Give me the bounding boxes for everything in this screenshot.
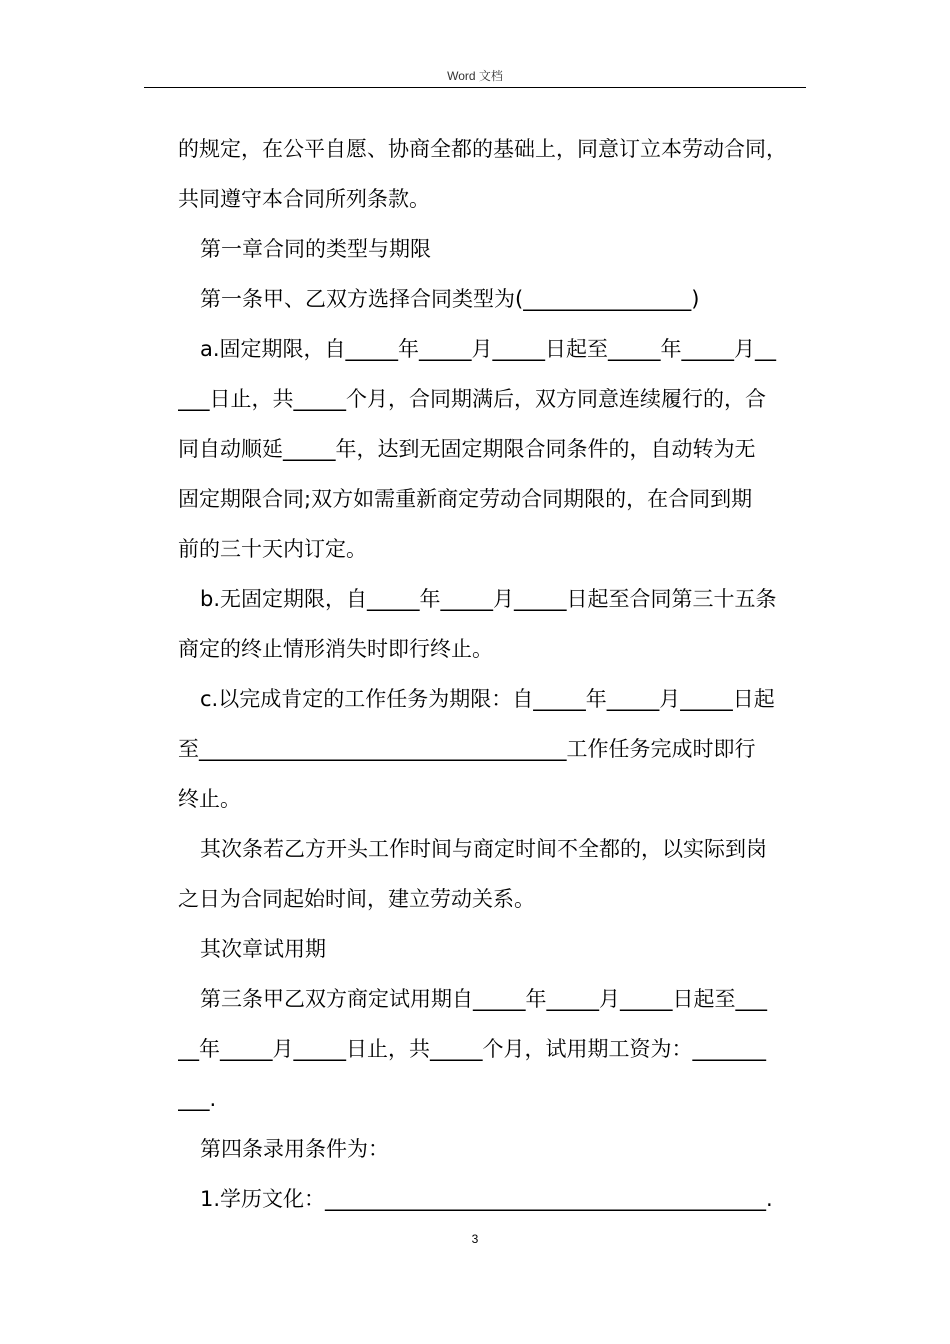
text-line: __年_____月_____日止，共_____个月，试用期工资为：_______ <box>178 1037 766 1061</box>
text-line: 其次条若乙方开头工作时间与商定时间不全都的，以实际到岗 <box>200 837 767 861</box>
text-line: 第三条甲乙双方商定试用期自_____年_____月_____日起至___ <box>200 987 767 1011</box>
text-line: 前的三十天内订定。 <box>178 537 367 561</box>
text-line: 固定期限合同;双方如需重新商定劳动合同期限的，在合同到期 <box>178 487 753 511</box>
text-line: c.以完成肯定的工作任务为期限：自_____年_____月_____日起 <box>200 687 775 711</box>
header-rule <box>144 87 806 88</box>
text-line: b.无固定期限，自_____年_____月_____日起至合同第三十五条 <box>200 587 777 611</box>
text-line: 第四条录用条件为： <box>200 1137 389 1161</box>
page-header: Word 文档 <box>447 69 503 83</box>
text-line: 其次章试用期 <box>200 937 326 961</box>
text-line: 至___________________________________工作任务完成时即行 <box>178 737 756 761</box>
text-line: 共同遵守本合同所列条款。 <box>178 187 430 211</box>
text-line: 的规定，在公平自愿、协商全都的基础上，同意订立本劳动合同， <box>178 137 787 161</box>
text-line: a.固定期限，自_____年_____月_____日起至_____年_____月__ <box>200 337 777 361</box>
text-line: 之日为合同起始时间，建立劳动关系。 <box>178 887 535 911</box>
text-line: 第一条甲、乙双方选择合同类型为(________________) <box>200 287 700 311</box>
text-line: 终止。 <box>178 787 241 811</box>
text-line: 同自动顺延_____年，达到无固定期限合同条件的，自动转为无 <box>178 437 756 461</box>
document-body <box>178 124 818 1224</box>
page-number: 3 <box>471 1232 479 1246</box>
text-line: 第一章合同的类型与期限 <box>200 237 431 261</box>
text-line: ___. <box>178 1087 217 1111</box>
text-line: 1.学历文化：__________________________________________. <box>200 1187 773 1211</box>
text-line: ___日止，共_____个月，合同期满后，双方同意连续履行的，合 <box>178 387 766 411</box>
text-line: 商定的终止情形消失时即行终止。 <box>178 637 493 661</box>
